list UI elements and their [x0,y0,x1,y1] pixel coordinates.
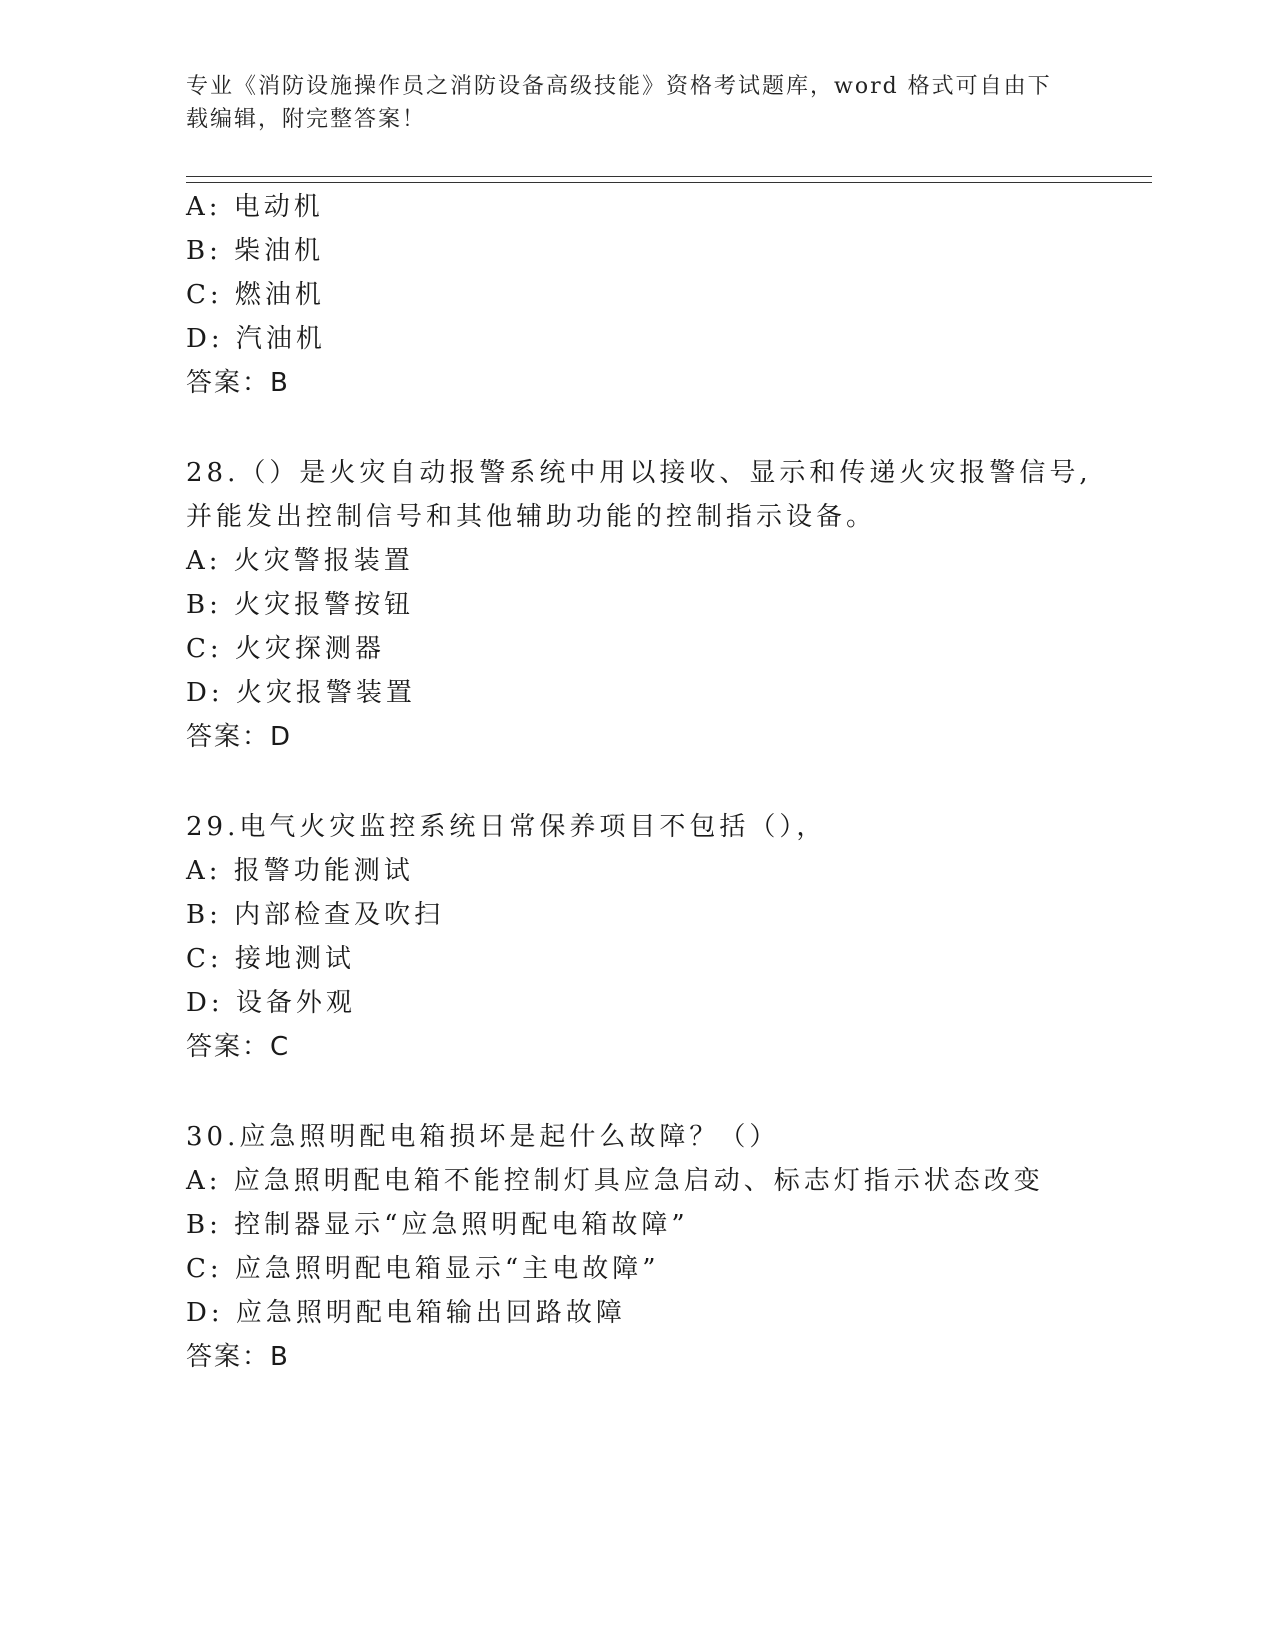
q28-option-a: A: 火灾警报装置 [186,546,414,576]
q30-option-d: D: 应急照明配电箱输出回路故障 [186,1298,626,1328]
q28-stem-line2: 并能发出控制信号和其他辅助功能的控制指示设备。 [186,502,877,532]
q27-option-d: D: 汽油机 [186,324,326,354]
q27-answer: 答案：B [186,368,290,398]
q28-option-c: C: 火灾探测器 [186,634,385,664]
q30-option-b: B: 控制器显示“应急照明配电箱故障” [186,1210,689,1240]
q27-option-b: B: 柴油机 [186,236,325,266]
q29-option-a: A: 报警功能测试 [186,856,414,886]
q30-option-c: C: 应急照明配电箱显示“主电故障” [186,1254,660,1284]
q29-option-d: D: 设备外观 [186,988,356,1018]
q28-stem-line1: 28.（）是火灾自动报警系统中用以接收、显示和传递火灾报警信号, [186,458,1092,488]
q30-answer: 答案：B [186,1342,290,1372]
q28-answer: 答案：D [186,722,293,752]
header-rule-top [186,176,1152,177]
q27-option-c: C: 燃油机 [186,280,325,310]
q27-option-a: A: 电动机 [186,192,324,222]
q29-answer: 答案：C [186,1032,291,1062]
q29-option-b: B: 内部检查及吹扫 [186,900,445,930]
q29-stem: 29.电气火灾监控系统日常保养项目不包括（）， [186,812,827,842]
document-header: 专业《消防设施操作员之消防设备高级技能》资格考试题库，word 格式可自由下载编辑，附完整答案！ [186,74,1052,132]
q30-option-a: A: 应急照明配电箱不能控制灯具应急启动、标志灯指示状态改变 [186,1166,1044,1196]
q28-option-d: D: 火灾报警装置 [186,678,416,708]
header-rule-bottom [186,182,1152,183]
q30-stem: 30.应急照明配电箱损坏是起什么故障？（） [186,1122,780,1152]
q28-option-b: B: 火灾报警按钮 [186,590,415,620]
q29-option-c: C: 接地测试 [186,944,355,974]
